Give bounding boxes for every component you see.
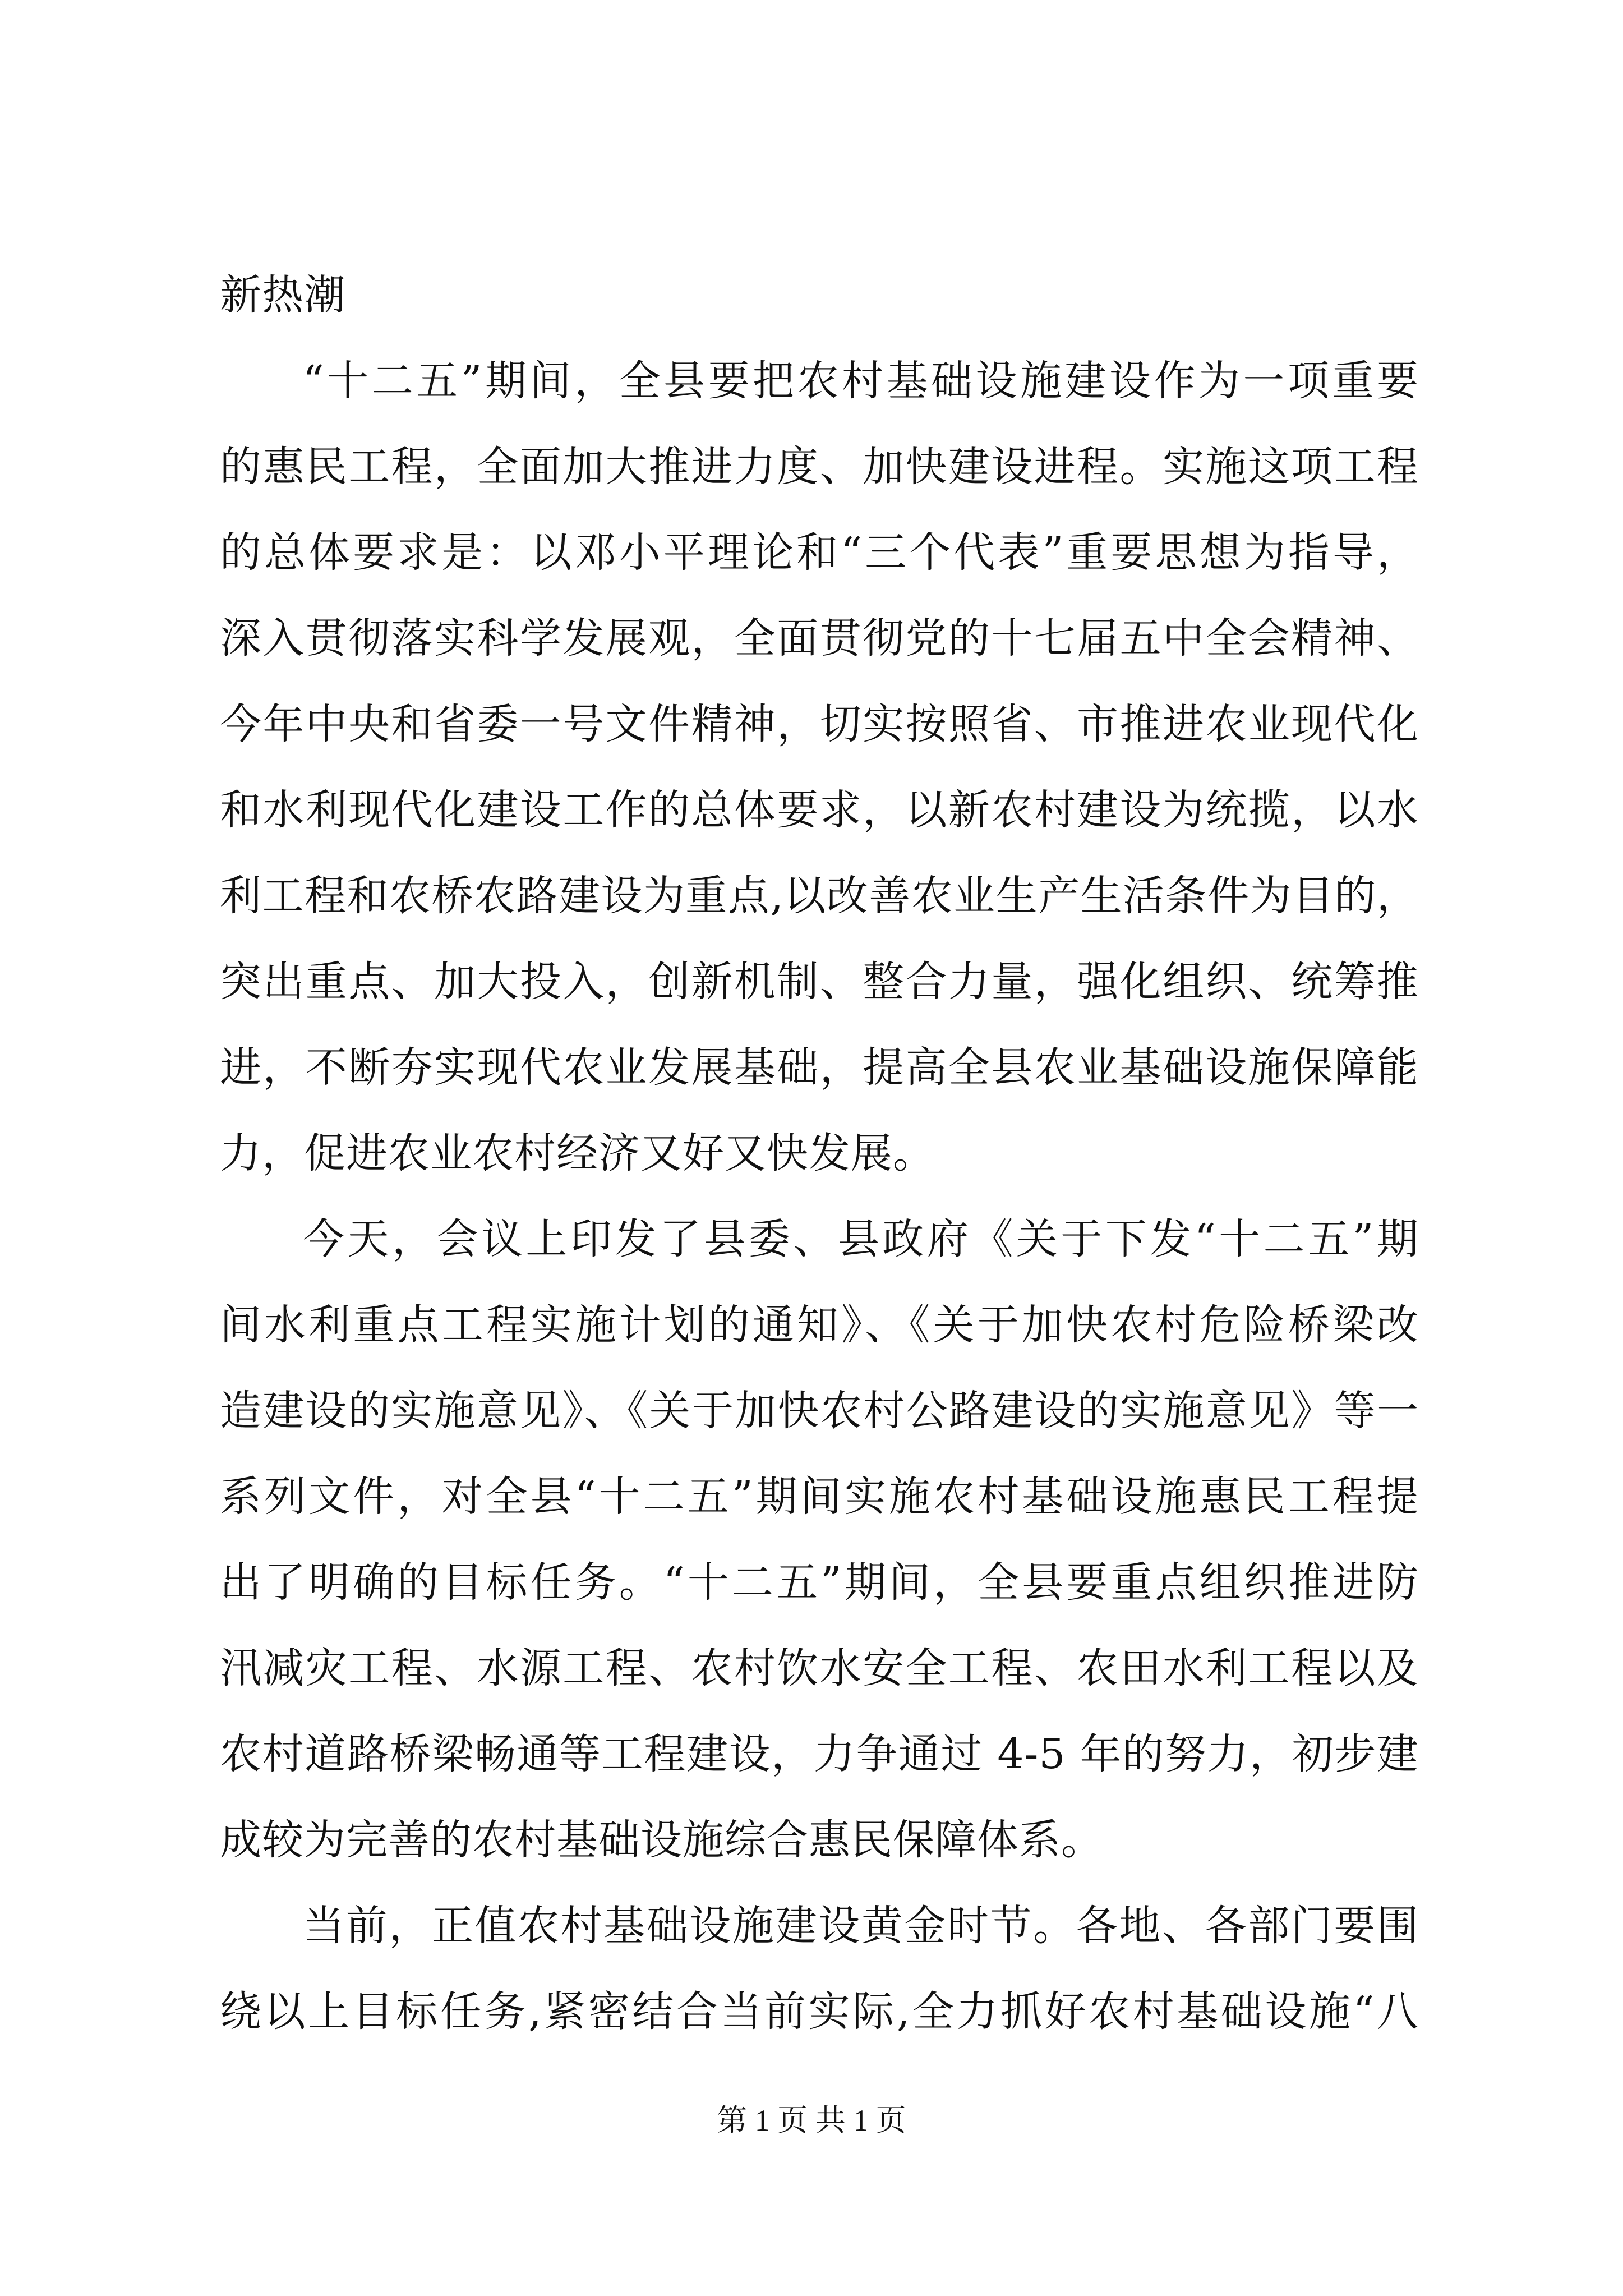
text-line: 的惠民工程，全面加大推进力度、加快建设进程。实施这项工程 xyxy=(220,443,1419,491)
text-line: 新热潮 xyxy=(220,271,346,319)
text-line: 绕以上目标任务,紧密结合当前实际,全力抓好农村基础设施“八 xyxy=(220,1987,1419,2036)
text-line: “十二五”期间，全县要把农村基础设施建设作为一项重要 xyxy=(303,357,1419,405)
text-line: 当前，正值农村基础设施建设黄金时节。各地、各部门要围 xyxy=(303,1902,1419,1950)
text-line: 利工程和农桥农路建设为重点,以改善农业生产生活条件为目的， xyxy=(220,872,1419,920)
text-line: 造建设的实施意见》、《关于加快农村公路建设的实施意见》等一 xyxy=(220,1387,1419,1435)
body-text xyxy=(220,252,1419,2055)
text-line: 进，不断夯实现代农业发展基础，提高全县农业基础设施保障能 xyxy=(220,1043,1419,1092)
page-footer: 第 1 页 共 1 页 xyxy=(717,2104,906,2137)
text-line: 深入贯彻落实科学发展观，全面贯彻党的十七届五中全会精神、 xyxy=(220,614,1419,662)
text-line: 突出重点、加大投入，创新机制、整合力量，强化组织、统筹推 xyxy=(220,958,1419,1006)
text-line: 出了明确的目标任务。“十二五”期间，全县要重点组织推进防 xyxy=(220,1558,1419,1607)
text-line: 成较为完善的农村基础设施综合惠民保障体系。 xyxy=(220,1816,1103,1864)
text-line: 间水利重点工程实施计划的通知》、《关于加快农村危险桥梁改 xyxy=(220,1301,1419,1349)
text-line: 力，促进农业农村经济又好又快发展。 xyxy=(220,1129,935,1177)
text-line: 汛减灾工程、水源工程、农村饮水安全工程、农田水利工程以及 xyxy=(220,1644,1419,1692)
text-line: 系列文件，对全县“十二五”期间实施农村基础设施惠民工程提 xyxy=(220,1473,1419,1521)
text-line: 今天，会议上印发了县委、县政府《关于下发“十二五”期 xyxy=(303,1215,1419,1263)
text-line: 的总体要求是：以邓小平理论和“三个代表”重要思想为指导， xyxy=(220,528,1419,577)
text-line: 和水利现代化建设工作的总体要求，以新农村建设为统揽，以水 xyxy=(220,786,1419,834)
text-line: 农村道路桥梁畅通等工程建设，力争通过 4-5 年的努力，初步建 xyxy=(220,1730,1419,1778)
text-line: 今年中央和省委一号文件精神，切实按照省、市推进农业现代化 xyxy=(220,700,1419,748)
